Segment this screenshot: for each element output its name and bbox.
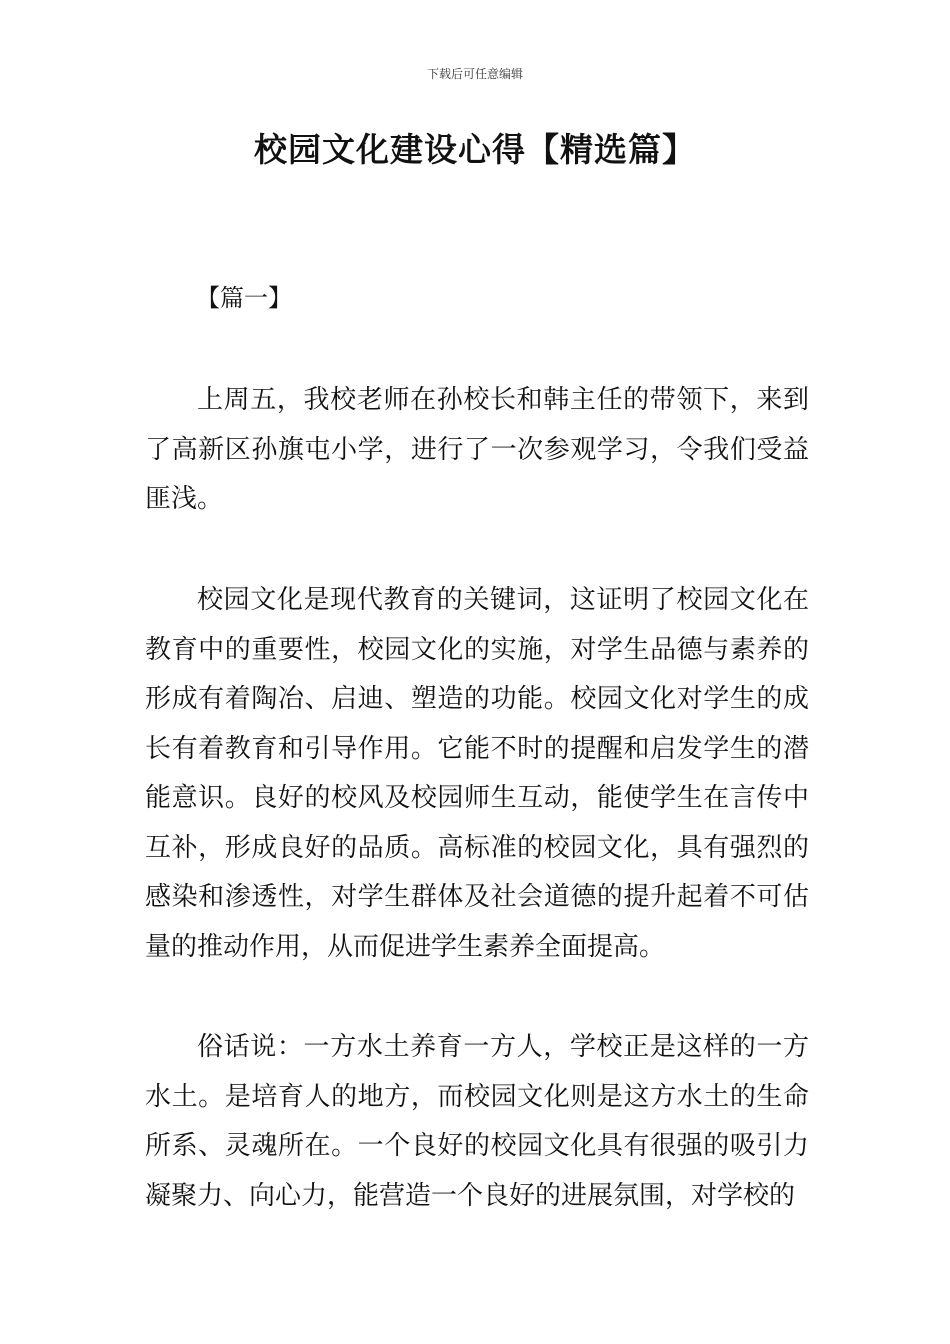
paragraph: 俗话说：一方水土养育一方人，学校正是这样的一方水土。是培育人的地方，而校园文化则是这方水土的生命所系、灵魂所在。一个良好的校园文化具有很强的吸引力凝聚力、向心力，能营造一个良好的进展氛围，对学校的 [145,1032,809,1211]
section-label: 【篇一】 [196,284,292,312]
paragraph: 校园文化是现代教育的关键词，这证明了校园文化在教育中的重要性，校园文化的实施，对学生品德与素养的形成有着陶冶、启迪、塑造的功能。校园文化对学生的成长有着教育和引导作用。它能不时的提醒和启发学生的潜能意识。良好的校风及校园师生互动，能使学生在言传中互补，形成良好的品质。高标准的校园文化，具有强烈的感染和渗透性，对学生群体及社会道德的提升起着不可估量的推动作用，从而促进学生素养全面提高。 [145,585,809,962]
document-title: 校园文化建设心得【精选篇】 [254,130,696,169]
header-note: 下载后可任意编辑 [426,67,523,81]
paragraph: 上周五，我校老师在孙校长和韩主任的带领下，来到了高新区孙旗屯小学，进行了一次参观学习，令我们受益匪浅。 [145,385,809,514]
